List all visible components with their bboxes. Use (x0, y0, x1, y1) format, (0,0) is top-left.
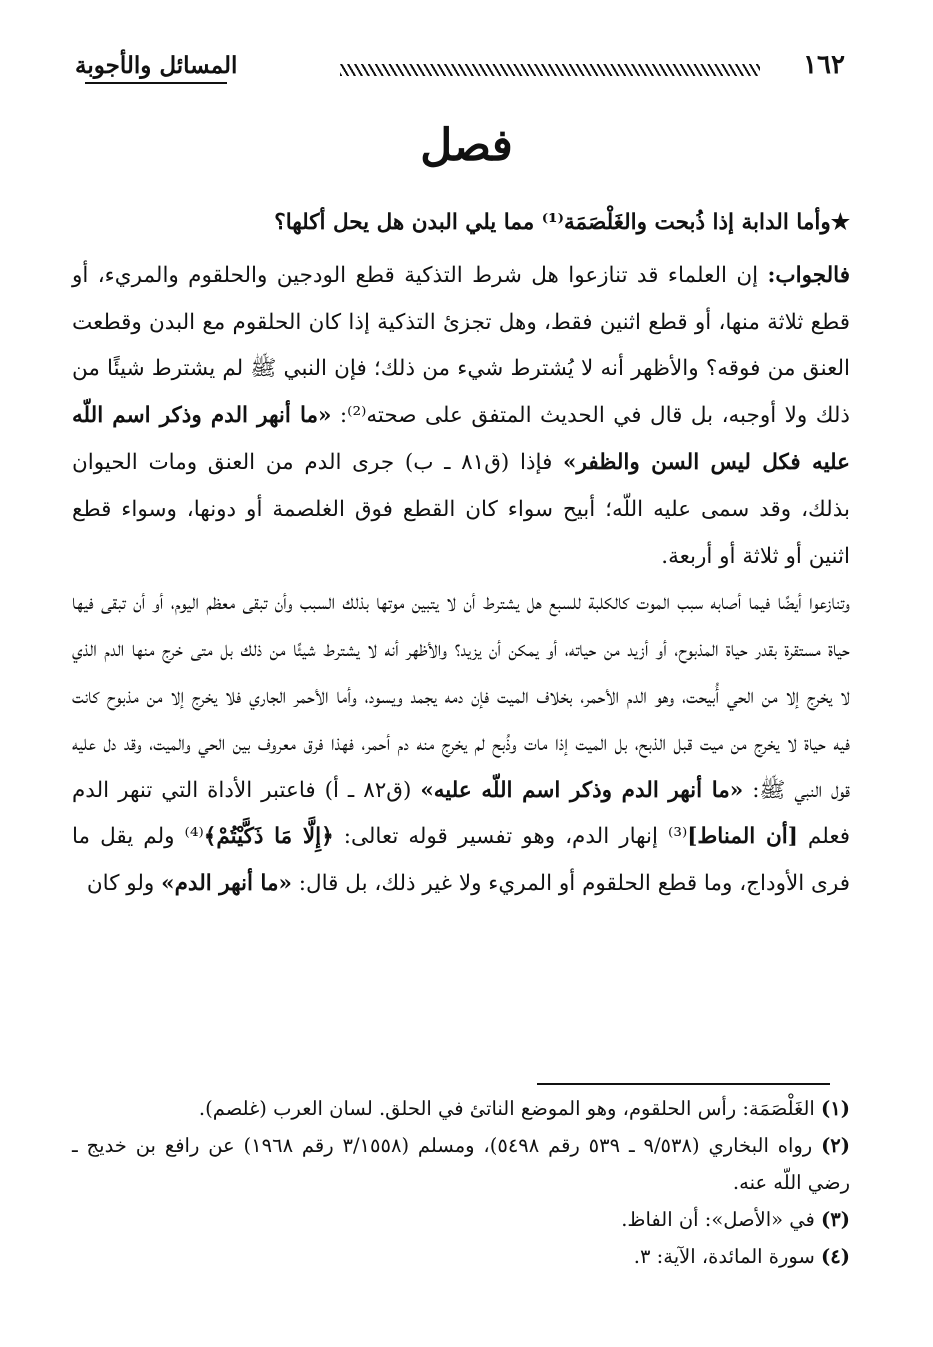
running-title: المسائل والأجوبة (75, 51, 238, 79)
answer-p1-text-b: فإذا (ق٨١ ـ ب) جرى الدم من العنق ومات الحيوان بذلك، وقد سمى عليه اللّه؛ أبيح سواء كان القطع فوق الغلصمة أو دونها، وسواء قطع اثنين أو ثلاثة أو أربعة. (72, 449, 850, 569)
footnote (72, 1201, 850, 1238)
quran-verse: ﴿إِلَّا مَا ذَكَّيْتُمْ﴾ (203, 824, 334, 850)
running-title-underline (85, 82, 227, 84)
footnote-number: (٤) (821, 1245, 850, 1268)
section-title: فصل (420, 120, 513, 171)
answer-p2-text-c: ⁽³⁾ إنهار الدم، وهو تفسير قوله تعالى: (333, 824, 688, 850)
footnote-number: (٣) (821, 1208, 850, 1231)
page-number: ١٦٢ (803, 50, 845, 80)
answer-p1-text-a: إن العلماء قد تنازعوا هل شرط التذكية قطع الودجين والحلقوم والمريء، أو قطع ثلاثة منها، أو قطع اثنين فقط، وهل تجزئ التذكية إذا كان الحلقوم مع البدن وقطعت العنق من فوقه؟ والأظهر أنه لا يُشترط شيء من ذلك؛ فإن النبي ﷺ لم يشترط شيئًا من ذلك ولا أوجبه، بل قال في الحديث المتفق على صحته⁽²⁾: (72, 262, 851, 429)
answer-p2-text-a: وتنازعوا أيضًا فيما أصابه سبب الموت كالكلبة للسبع هل يشترط أن لا يتبين موتها بذلك السبب وأن تبقى معظم اليوم، أو أن تبقى فيها حياة مستقرة بقدر حياة المذبوح، أو أزيد من حياته، أو يمكن أن يزيد؟ والأظهر أنه لا يشترط شيئًا من ذلك بل متى خرج منها الدم الذي لا يخرج إلا من الحي أُبيحت، وهو الدم الأحمر، بخلاف الميت فإن دمه يجمد ويسود، وأما الأحمر الجاري فلا يخرج إلا من مذبوح كانت فيه حياة لا يخرج من ميت قبل الذبح، بل الميت إذا مات وذُبح لم يخرج منه دم أحمر، فهذا فرق معروف بين الحي والميت، وقد دل عليه قول النبي ﷺ: (72, 590, 851, 803)
hadith-quote: «ما أنهر الدم وذكر اسم اللّه عليه فكل ليس السن والظفر» (72, 403, 851, 475)
footnotes (72, 1090, 850, 1275)
bracketed-insertion: [أن المناط] (687, 824, 798, 850)
answer-p2-text-d: ⁽⁴⁾ ولم يقل ما فرى الأوداج، وما قطع الحلقوم أو المريء ولا غير ذلك، بل قال: (72, 824, 850, 897)
footnote-text: في «الأصل»: أن الفاظ. (621, 1208, 822, 1231)
footnote-number: (٢) (821, 1134, 851, 1157)
question-paragraph: ★وأما الدابة إذا ذُبحت والغَلْصَمَة⁽¹⁾ مما يلي البدن هل يحل أكلها؟ (274, 210, 850, 235)
answer-label: فالجواب: (767, 262, 850, 288)
footnote (72, 1090, 850, 1127)
answer-paragraph-2 (72, 580, 850, 908)
hadith-quote-3: «ما أنهر الدم» (161, 871, 292, 897)
main-text (72, 200, 850, 908)
header-hatch-rule (340, 64, 760, 76)
hadith-quote-2: «ما أنهر الدم وذكر اسم اللّه عليه» (420, 777, 744, 803)
footnote (72, 1238, 850, 1275)
answer-p2-text-b: (ق٨٢ ـ أ) فاعتبر الأداة التي تنهر الدم فعلم (72, 777, 850, 850)
answer-paragraph-1 (72, 253, 850, 581)
footnote-text: رواه البخاري (٩/٥٣٨ ـ ٥٣٩ رقم ٥٤٩٨)، ومسلم (٣/١٥٥٨ رقم ١٩٦٨) عن رافع بن خديج ـ رضي اللّه عنه. (72, 1134, 850, 1194)
footnote-separator (537, 1083, 830, 1085)
footnote (72, 1127, 850, 1201)
footnote-number: (١) (821, 1097, 850, 1120)
footnote-text: الغَلْصَمَة: رأس الحلقوم، وهو الموضع الناتئ في الحلق. لسان العرب (غلصم). (198, 1097, 822, 1120)
footnote-text: سورة المائدة، الآية: ٣. (633, 1245, 822, 1268)
answer-p2-text-e: ولو كان (86, 871, 162, 897)
